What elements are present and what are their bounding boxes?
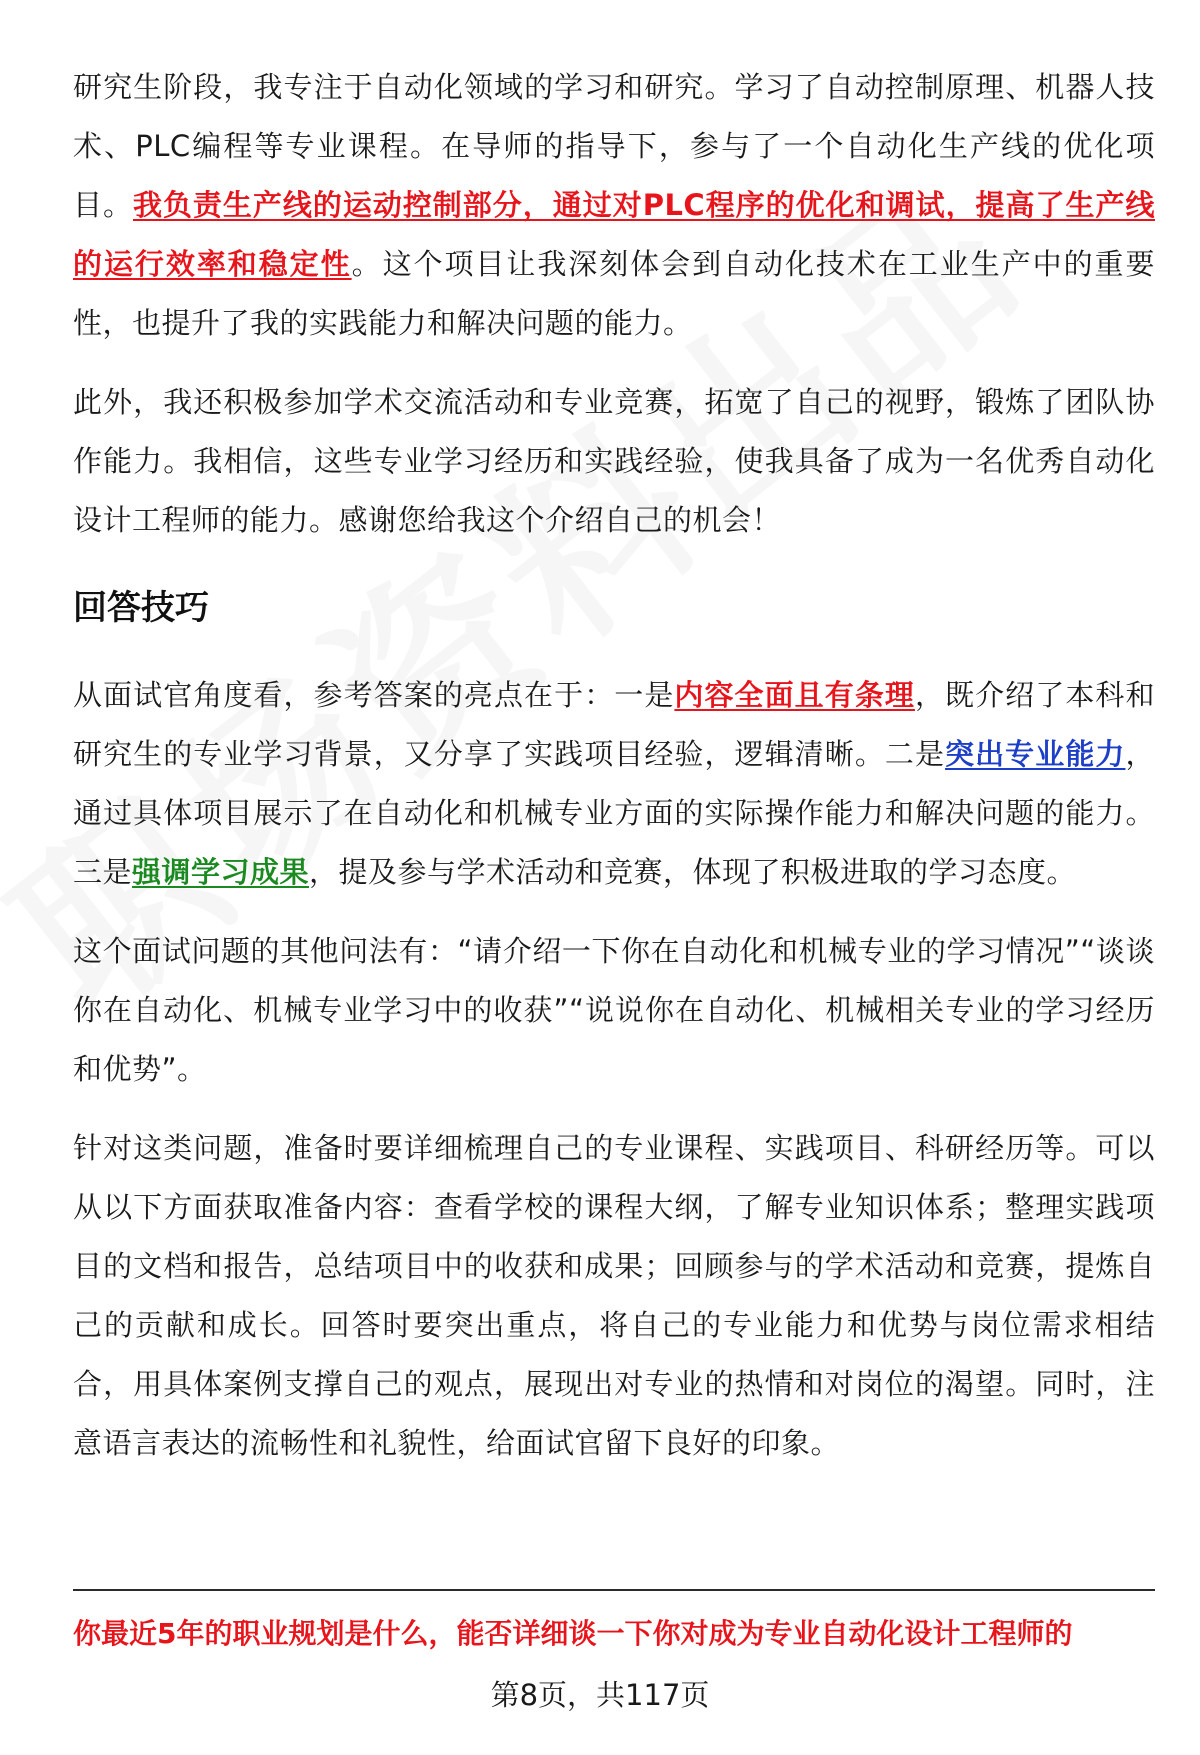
highlight-green: 强调学习成果 (132, 855, 310, 889)
text-span: ，通过具体项目展示了在自动化和机械专业方面的实际操作能力和解决问题的能力。三是 (73, 737, 1155, 889)
highlight-blue: 突出专业能力 (945, 737, 1126, 771)
text-span: 从面试官角度看，参考答案的亮点在于：一是 (73, 678, 675, 712)
text-span: 研究生阶段，我专注于自动化领域的学习和研究。学习了自动控制原理、机器人技术、PLC编程等专业课程。在导师的指导下，参与了一个自动化生产线的优化项目。 (73, 70, 1155, 222)
document-body (73, 58, 1155, 1473)
next-question-heading: 你最近5年的职业规划是什么，能否详细谈一下你对成为专业自动化设计工程师的 (73, 1617, 1073, 1650)
paragraph-answer-analysis (73, 666, 1155, 902)
divider (73, 1589, 1155, 1591)
highlight-red: 我负责生产线的运动控制部分，通过对PLC程序的优化和调试，提高了生产线的运行效率和稳定性 (73, 188, 1155, 281)
paragraph-graduate-study (73, 58, 1155, 353)
paragraph-activities: 此外，我还积极参加学术交流活动和专业竞赛，拓宽了自己的视野，锻炼了团队协作能力。我相信，这些专业学习经历和实践经验，使我具备了成为一名优秀自动化设计工程师的能力。感谢您给我这个介绍自己的机会！ (73, 385, 1155, 537)
text-span: ，提及参与学术活动和竞赛，体现了积极进取的学习态度。 (309, 855, 1077, 889)
highlight-red: 内容全面且有条理 (674, 678, 915, 712)
paragraph-preparation: 针对这类问题，准备时要详细梳理自己的专业课程、实践项目、科研经历等。可以从以下方面获取准备内容：查看学校的课程大纲，了解专业知识体系；整理实践项目的文档和报告，总结项目中的收获和成果；回顾参与的学术活动和竞赛，提炼自己的贡献和成长。回答时要突出重点，将自己的专业能力和优势与岗位需求相结合，用具体案例支撑自己的观点，展现出对专业的热情和对岗位的渴望。同时，注意语言表达的流畅性和礼貌性，给面试官留下良好的印象。 (73, 1131, 1155, 1460)
section-title: 回答技巧 (73, 588, 209, 628)
paragraph-alternative-questions: 这个面试问题的其他问法有：“请介绍一下你在自动化和机械专业的学习情况”“谈谈你在自动化、机械专业学习中的收获”“说说你在自动化、机械相关专业的学习经历和优势”。 (73, 934, 1155, 1086)
text-span: 。这个项目让我深刻体会到自动化技术在工业生产中的重要性，也提升了我的实践能力和解决问题的能力。 (73, 247, 1155, 340)
page-number: 第8页，共117页 (490, 1678, 710, 1712)
text-span: ，既介绍了本科和研究生的专业学习背景，又分享了实践项目经验，逻辑清晰。二是 (73, 678, 1155, 771)
